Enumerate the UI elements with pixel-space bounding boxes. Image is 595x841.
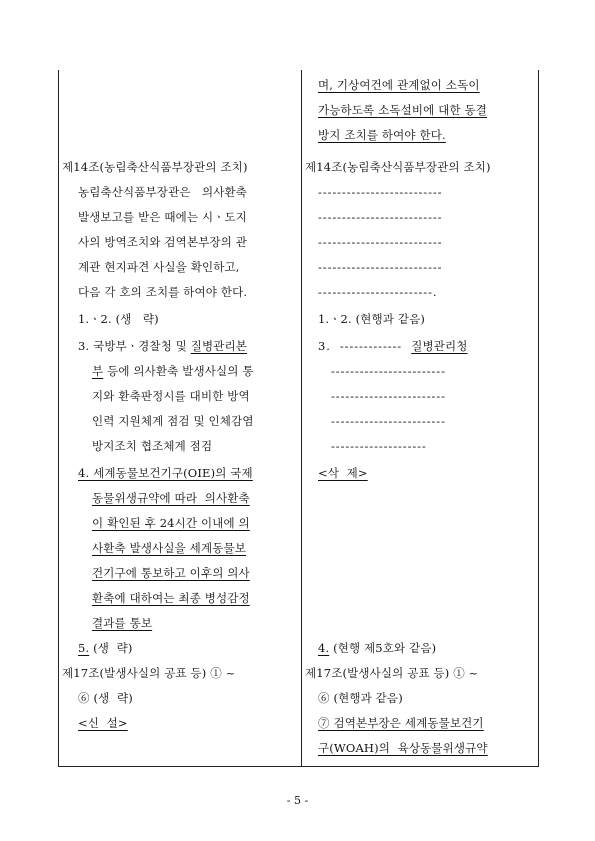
text-line: 방지 조치를 하여야 한다.	[318, 128, 446, 142]
item-4	[318, 641, 436, 655]
dash-line: ------------------------.	[318, 285, 438, 299]
text-line: ⑥ (생 략)	[78, 691, 133, 705]
article-14-heading: 제14조(농림축산식품부장관의 조치)	[62, 160, 248, 174]
dash-line: --------------------------	[318, 235, 443, 249]
text-span: (현행 제5호와 같음)	[329, 641, 437, 655]
deletion-marker: <삭 제>	[318, 466, 368, 480]
dash-line: --------------------	[331, 439, 427, 453]
text-line: 건기구에 통보하고 이후의 의사	[92, 566, 250, 580]
text-line: 사환축 발생사실을 세계동물보	[92, 541, 246, 555]
item-1-2: 1.ㆍ2. (현행과 같음)	[318, 312, 425, 326]
table-left-border	[58, 70, 59, 767]
text-line: 가능하도록 소독설비에 대한 동결	[318, 103, 488, 117]
dash-span: 3. -------------	[318, 339, 412, 353]
dash-line: --------------------------	[318, 185, 443, 199]
text-line: 환축에 대하여는 최종 병성감정	[92, 591, 250, 605]
item-3-line	[318, 339, 468, 353]
table-bottom-border	[58, 766, 539, 767]
dash-line: --------------------------	[318, 210, 443, 224]
amended-text: 5.	[78, 641, 90, 655]
table-right-border	[538, 70, 539, 767]
text-span: 3. 국방부ㆍ경찰청 및	[78, 339, 191, 353]
dash-line: ------------------------	[331, 414, 446, 428]
article-14-heading: 제14조(농림축산식품부장관의 조치)	[305, 160, 491, 174]
amended-text: 4.	[318, 641, 330, 655]
dash-line: ------------------------	[331, 364, 446, 378]
text-line: 지와 환축판정시를 대비한 방역	[92, 389, 250, 403]
dash-line: ------------------------	[331, 389, 446, 403]
text-line: 결과를 통보	[92, 616, 153, 630]
text-line: 농림축산식품부장관은 의사환축	[78, 185, 248, 199]
text-line: 사의 방역조치와 검역본부장의 관	[78, 235, 248, 249]
new-paragraph-7: ⑦ 검역본부장은 세계동물보건기	[318, 716, 484, 730]
item-3-line	[78, 339, 247, 353]
text-line: 계관 현지파견 사실을 확인하고,	[78, 260, 240, 274]
article-17-heading: 제17조(발생사실의 공표 등) ① ~	[305, 666, 479, 680]
text-line: 발생보고를 받은 때에는 시ㆍ도지	[78, 210, 248, 224]
item-1-2: 1.ㆍ2. (생 략)	[78, 312, 159, 326]
new-provision-marker: <신 설>	[78, 716, 128, 730]
page-number: - 5 -	[286, 794, 309, 807]
amended-text: 질병관리청	[411, 339, 468, 353]
text-line: 며, 기상여건에 관계없이 소독이	[318, 78, 480, 92]
text-line: 다음 각 호의 조치를 하여야 한다.	[78, 285, 248, 299]
deleted-item-4: 4. 세계동물보건기구(OIE)의 국제	[78, 466, 253, 480]
text-span: (생 략)	[89, 641, 133, 655]
text-line: 방지조치 협조체계 점검	[92, 439, 213, 453]
table-center-divider	[301, 70, 302, 767]
text-line: 구(WOAH)의 육상동물위생규약	[318, 741, 488, 755]
amended-text: 질병관리본	[190, 339, 248, 353]
article-17-heading: 제17조(발생사실의 공표 등) ① ~	[62, 666, 236, 680]
text-line: 이 확인된 후 24시간 이내에 의	[92, 516, 250, 530]
text-line: 동물위생규약에 따라 의사환축	[92, 491, 250, 505]
text-line	[92, 364, 254, 378]
item-5	[78, 641, 133, 655]
dash-line: --------------------------	[318, 260, 443, 274]
amended-text: 부	[92, 364, 104, 378]
text-line: 인력 지원체계 점검 및 인체감염	[92, 414, 254, 428]
text-span: 등에 의사환축 발생사실의 통	[103, 364, 254, 378]
text-line: ⑥ (현행과 같음)	[318, 691, 403, 705]
